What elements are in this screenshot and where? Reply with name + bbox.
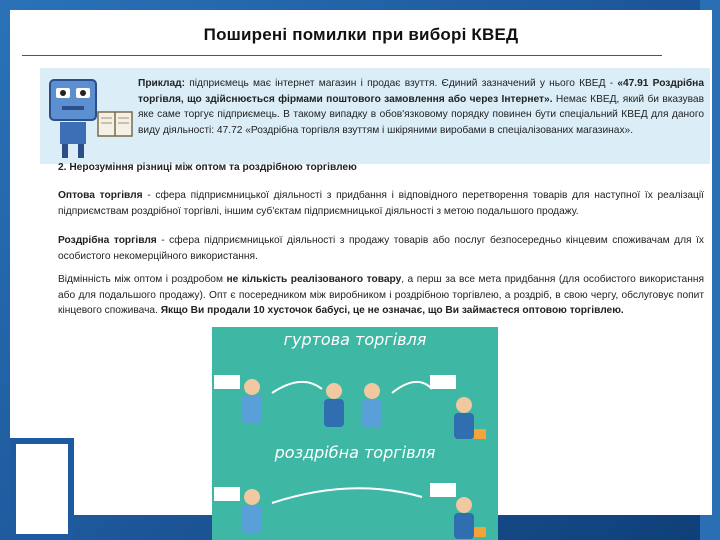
- wholesale-graphic-title: гуртова торгівля: [283, 330, 427, 349]
- arrow-icon: [272, 488, 422, 503]
- person-buyer-icon: [454, 497, 474, 539]
- retail-graphic-title: роздрібна торгівля: [274, 443, 436, 462]
- retail-term: Роздрібна торгівля: [58, 235, 157, 246]
- person-retailer-icon: [362, 383, 382, 427]
- arrow-icon: [272, 382, 322, 393]
- difference-part2: , а перш за все мета придбання (для особистого використання або для подальшого продажу). Опт є посередником між виробником і роздрібною торгівлею, а роздріб, в свою чергу, обслуговує попит кінцевого споживача.: [58, 274, 704, 316]
- retail-scene: [212, 467, 498, 540]
- difference-bold1: не кількість реалізованого товару: [226, 274, 402, 285]
- person-buyer-icon: [454, 397, 474, 439]
- example-kved-code: «47.91 Роздрібна торгівля, що здійснюється фірмами поштового замовлення або через Інтернет».: [138, 78, 704, 105]
- retail-definition: - сфера підприємницької діяльності з продажу товарів або послуг безпосередньо кінцевим споживачам для їх особистого некомерційного використання.: [58, 235, 705, 262]
- difference-paragraph: [58, 272, 704, 319]
- wholesale-scene: [212, 353, 498, 453]
- example-text-part1: підприємець має інтернет магазин і продає взуття. Єдиний зазначений у нього КВЕД -: [185, 78, 618, 89]
- title-underline: [22, 55, 662, 56]
- arrow-icon: [392, 382, 432, 393]
- retail-paragraph: [58, 233, 704, 264]
- person-seller-icon: [242, 379, 262, 423]
- trade-infographic: [212, 327, 498, 540]
- wholesale-term: Оптова торгівля: [58, 190, 143, 201]
- person-seller-icon: [242, 489, 262, 533]
- example-text: [138, 76, 704, 138]
- example-label: Приклад:: [138, 78, 186, 89]
- wholesale-paragraph: [58, 188, 704, 219]
- gift-icon: [474, 429, 486, 439]
- section-heading: 2. Нерозуміння різниці між оптом та роздрібною торгівлею: [58, 162, 357, 173]
- robot-reading-icon: [46, 76, 136, 160]
- slide-title: Поширені помилки при виборі КВЕД: [203, 25, 519, 44]
- difference-part1: Відмінність між оптом і роздробом: [58, 274, 227, 285]
- difference-bold2: Якщо Ви продали 10 хусточок бабусі, це не означає, що Ви займаєтеся оптовою торгівлею.: [160, 305, 624, 316]
- person-wholesaler-icon: [324, 383, 344, 427]
- corner-decoration: [10, 438, 74, 540]
- example-box: [40, 68, 710, 164]
- wholesale-definition: - сфера підприємницької діяльності з придбання і відповідного перетворення товарів для наступної їх реалізації підприємствам роздрібної торгівлі, іншим суб'єктам підприємницької діяльності з метою подальшого продажу.: [58, 190, 704, 217]
- gift-icon: [474, 527, 486, 537]
- example-text-part2: Немає КВЕД, який би вказував яке саме торгує підприємець. В такому випадку в обов'язковому порядку повинен бути спеціальний КВЕД для даного виду діяльності: 47.72 «Роздрібна торгівля взуттям і шкіряними виробами в спеціалізованих магазинах».: [138, 93, 704, 136]
